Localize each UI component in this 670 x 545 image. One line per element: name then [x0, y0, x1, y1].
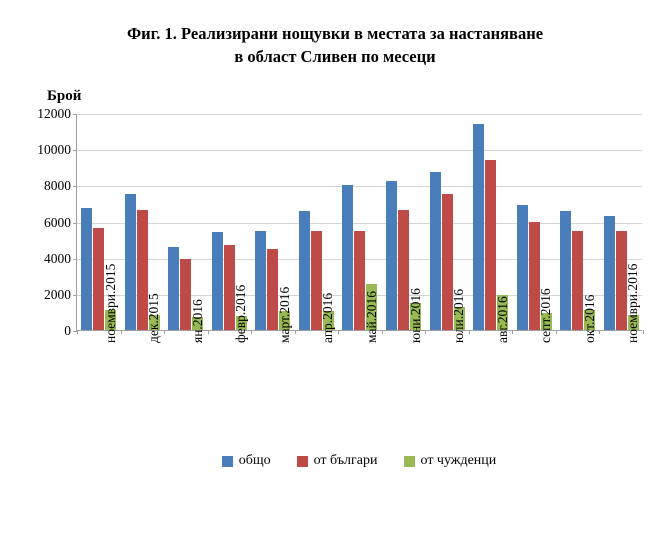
legend-item[interactable] — [222, 453, 271, 469]
x-axis-tick-label: дек.2015 — [146, 293, 162, 343]
x-axis-tick-label: окт.2016 — [581, 294, 597, 343]
x-axis-tick-label: юни.2016 — [407, 288, 423, 343]
x-axis-tick — [556, 330, 557, 334]
x-axis-tick-label: ноември.2015 — [102, 263, 118, 343]
bar — [81, 208, 92, 330]
x-axis-tick-label: септ.2016 — [538, 288, 554, 343]
legend-label: от чужденци — [420, 453, 497, 468]
y-axis-tick-label: 4000 — [44, 250, 71, 266]
bar — [299, 211, 310, 330]
x-axis-tick — [382, 330, 383, 334]
legend-swatch-icon — [404, 456, 415, 467]
bar — [168, 247, 179, 330]
x-axis-tick-label: март.2016 — [276, 286, 292, 343]
legend-label: от българи — [313, 453, 378, 468]
chart-title — [40, 22, 630, 68]
x-axis-tick-label: апр.2016 — [320, 292, 336, 343]
x-axis-tick — [469, 330, 470, 334]
chart-title-line-1: Фиг. 1. Реализирани нощувки в местата за настаняване — [126, 24, 544, 43]
bar — [125, 194, 136, 330]
y-axis-tick-label: 2000 — [44, 286, 71, 302]
chart-title-line-2: в област Сливен по месеци — [234, 47, 436, 66]
x-axis-tick — [643, 330, 644, 334]
bar — [560, 211, 571, 330]
y-axis-title: Брой — [47, 88, 82, 104]
x-axis-tick — [295, 330, 296, 334]
legend-item[interactable] — [297, 453, 378, 469]
x-axis-tick-label: авг.2016 — [494, 296, 510, 343]
bar — [604, 216, 615, 330]
bar — [342, 185, 353, 330]
x-axis-tick — [338, 330, 339, 334]
x-axis-tick-label: февр.2016 — [233, 284, 249, 343]
y-axis-tick-label: 6000 — [44, 214, 71, 230]
bar — [386, 181, 397, 330]
x-axis-tick — [512, 330, 513, 334]
y-axis-tick-label: 10000 — [37, 142, 71, 158]
y-axis-tick-label: 12000 — [37, 106, 71, 121]
x-axis-tick — [121, 330, 122, 334]
x-axis-tick — [599, 330, 600, 334]
x-axis-tick — [425, 330, 426, 334]
chart-legend — [76, 453, 642, 469]
bar — [430, 172, 441, 330]
x-axis-tick-label: ноември.2016 — [625, 263, 641, 343]
bar — [212, 232, 223, 330]
legend-swatch-icon — [222, 456, 233, 467]
x-axis-tick — [77, 330, 78, 334]
legend-swatch-icon — [297, 456, 308, 467]
legend-item[interactable] — [404, 453, 497, 469]
x-axis-tick-label: юли.2016 — [451, 288, 467, 343]
x-axis-tick-label: май.2016 — [364, 290, 379, 343]
x-axis-tick — [251, 330, 252, 334]
bar — [517, 205, 528, 330]
bar-group — [164, 114, 208, 330]
bar — [473, 124, 484, 330]
x-axis-tick — [208, 330, 209, 334]
x-axis-tick — [164, 330, 165, 334]
y-axis-tick-label: 0 — [64, 323, 71, 338]
x-axis-tick-label: ян.2016 — [189, 299, 205, 343]
legend-label: общо — [238, 453, 271, 468]
bar — [255, 231, 266, 330]
y-axis-tick-label: 8000 — [44, 178, 71, 194]
